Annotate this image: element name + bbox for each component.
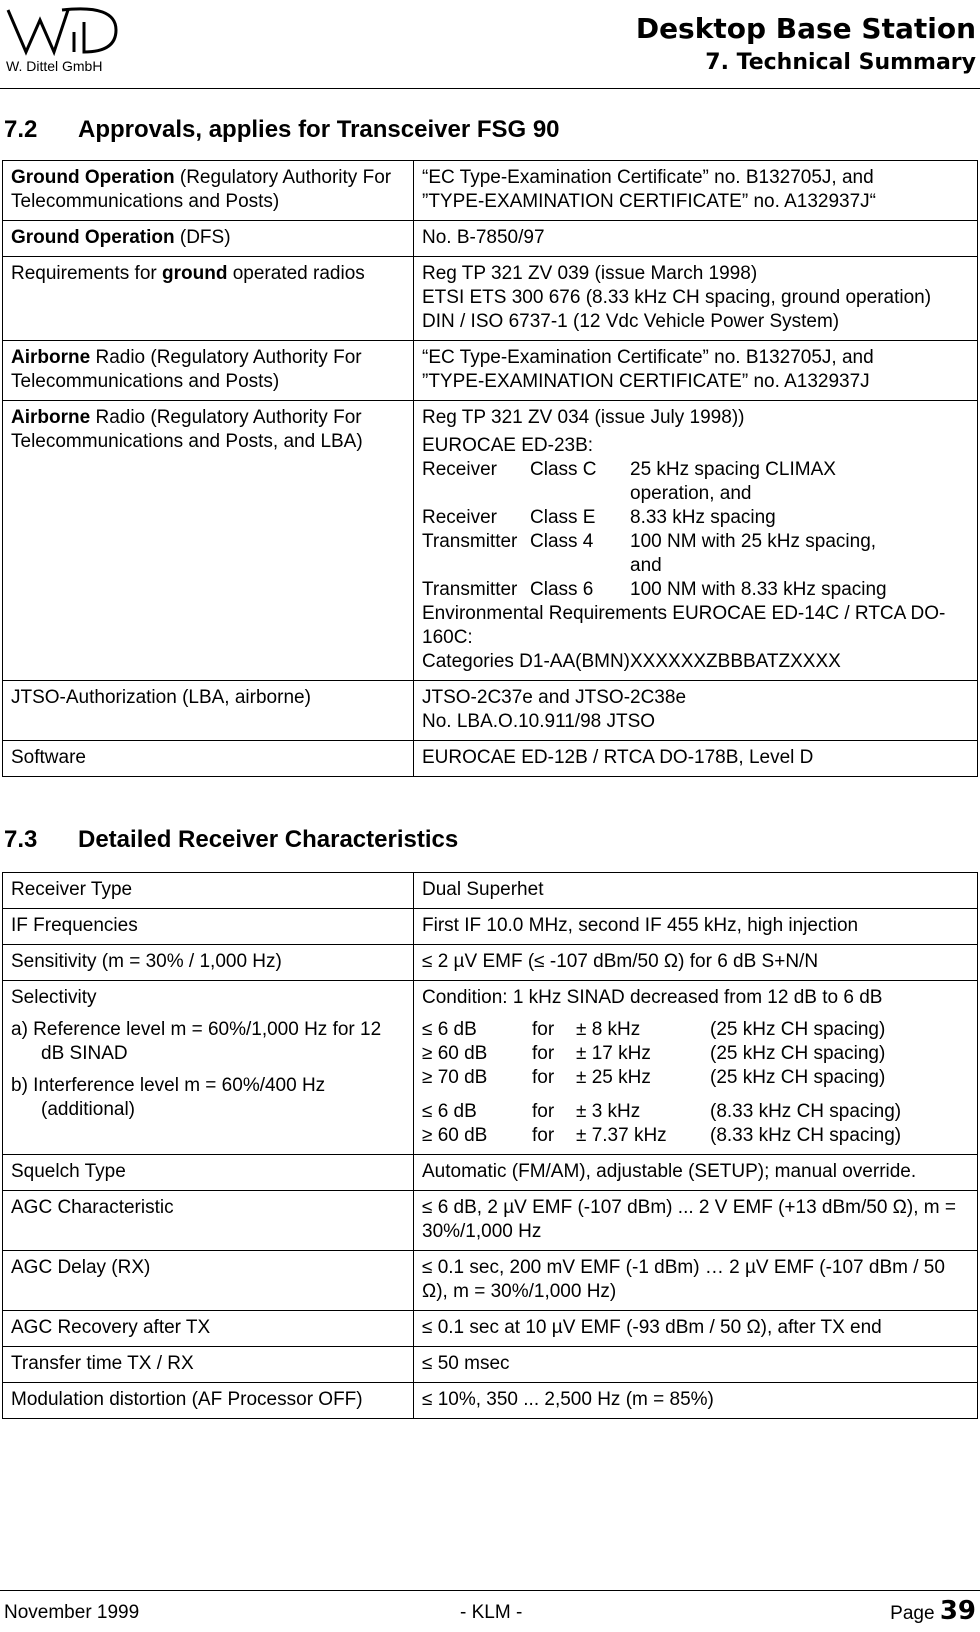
row-label: Sensitivity (m = 30% / 1,000 Hz) <box>3 945 414 981</box>
section-number: 7.3 <box>4 826 38 853</box>
selectivity-values: ≤ 6 dB for ± 8 kHz (25 kHz CH spacing) ≥ 60 dB for ± 17 kHz (25 kHz CH spacing) ≥ 70 dB for ± 25 kHz (25 kHz CH spacing) ≤ 6 dB for ± 3 kHz (8.33 kHz CH spacing) ≥ 60 dB for ± 7.37 kHz (8.33 kHz CH spacing) <box>422 1019 902 1146</box>
table-row-selectivity <box>3 981 978 1155</box>
document-title-block <box>636 10 976 78</box>
table-row <box>3 741 978 777</box>
table-row <box>3 161 978 221</box>
footer-date: November 1999 <box>4 1602 140 1623</box>
section-number: 7.2 <box>4 116 38 143</box>
row-value: Condition: 1 kHz SINAD decreased from 12 dB to 6 dB ≤ 6 dB for ± 8 kHz (25 kHz CH spacing) ≥ 60 dB for ± 17 kHz (25 kHz CH spacing) ≥ 70 dB for ± 25 kHz (25 kHz CH spacing) ≤ 6 dB for ± 3 kHz (8.33 kHz CH spacing) ≥ 60 dB for ± 7.37 kHz (8.33 kHz CH spacing) <box>414 981 978 1155</box>
row-label: Software <box>3 741 414 777</box>
row-label: JTSO-Authorization (LBA, airborne) <box>3 681 414 741</box>
row-value: ≤ 2 µV EMF (≤ -107 dBm/50 Ω) for 6 dB S+N/N <box>414 945 978 981</box>
table-row <box>3 401 978 681</box>
row-value: ≤ 50 msec <box>414 1347 978 1383</box>
row-value: ≤ 6 dB, 2 µV EMF (-107 dBm) ... 2 V EMF (+13 dBm/50 Ω), m = 30%/1,000 Hz <box>414 1191 978 1251</box>
row-label: Selectivity a) Reference level m = 60%/1,000 Hz for 12 dB SINAD b) Interference level m = 60%/400 Hz (additional) <box>3 981 414 1155</box>
table-row <box>3 1311 978 1347</box>
footer-document-code: - KLM - <box>460 1602 523 1623</box>
row-label: AGC Delay (RX) <box>3 1251 414 1311</box>
page-number: 39 <box>939 1596 976 1626</box>
table-row <box>3 681 978 741</box>
row-label: Airborne Radio (Regulatory Authority For Telecommunications and Posts, and LBA) <box>3 401 414 681</box>
row-value: Reg TP 321 ZV 034 (issue July 1998)) EUROCAE ED-23B: Receiver Class C 25 kHz spacing CLIMAX operation, and Receiver Class E 8.33 kHz spacing Transmitter Class 4 100 NM with 25 kHz spacing, and Transmitter Class 6 100 NM with 8.33 kHz spacing Environmental Requirements EUROCAE ED-14C / RTCA DO-160C: Categories D1-AA(BMN)XXXXXXZBBBATZXXXX <box>414 401 978 681</box>
eurocae-class-list: Receiver Class C 25 kHz spacing CLIMAX operation, and Receiver Class E 8.33 kHz spacing Transmitter Class 4 100 NM with 25 kHz spacing, and Transmitter Class 6 100 NM with 8.33 kHz spacing <box>422 459 887 600</box>
row-label: AGC Characteristic <box>3 1191 414 1251</box>
row-value: First IF 10.0 MHz, second IF 455 kHz, high injection <box>414 909 978 945</box>
approvals-table <box>2 160 978 777</box>
row-label: Ground Operation (DFS) <box>3 221 414 257</box>
footer-page <box>890 1596 976 1626</box>
row-label: AGC Recovery after TX <box>3 1311 414 1347</box>
header-divider <box>0 88 980 89</box>
row-value: JTSO-2C37e and JTSO-2C38e No. LBA.O.10.911/98 JTSO <box>414 681 978 741</box>
row-label: Airborne Radio (Regulatory Authority For Telecommunications and Posts) <box>3 341 414 401</box>
row-value: ≤ 0.1 sec at 10 µV EMF (-93 dBm / 50 Ω), after TX end <box>414 1311 978 1347</box>
table-row <box>3 257 978 341</box>
row-label: Requirements for ground operated radios <box>3 257 414 341</box>
page-label: Page <box>890 1603 935 1624</box>
document-subtitle: 7. Technical Summary <box>705 50 976 75</box>
row-label: Squelch Type <box>3 1155 414 1191</box>
section-title-receiver <box>4 826 458 854</box>
footer-divider <box>0 1590 980 1591</box>
row-label: IF Frequencies <box>3 909 414 945</box>
document-title: Desktop Base Station <box>635 12 976 45</box>
row-label: Receiver Type <box>3 873 414 909</box>
receiver-table <box>2 872 978 1419</box>
row-value: Dual Superhet <box>414 873 978 909</box>
table-row <box>3 1191 978 1251</box>
table-row <box>3 873 978 909</box>
row-value: “EC Type-Examination Certificate” no. B132705J, and ”TYPE-EXAMINATION CERTIFICATE” no. A132937J“ <box>414 161 978 221</box>
row-value: “EC Type-Examination Certificate” no. B132705J, and ”TYPE-EXAMINATION CERTIFICATE” no. A132937J <box>414 341 978 401</box>
table-row <box>3 909 978 945</box>
row-value: ≤ 0.1 sec, 200 mV EMF (-1 dBm) … 2 µV EMF (-107 dBm / 50 Ω), m = 30%/1,000 Hz) <box>414 1251 978 1311</box>
table-row <box>3 1155 978 1191</box>
section-heading: Approvals, applies for Transceiver FSG 90 <box>78 116 560 143</box>
table-row <box>3 341 978 401</box>
table-row <box>3 1251 978 1311</box>
table-row <box>3 1347 978 1383</box>
row-value: Automatic (FM/AM), adjustable (SETUP); manual override. <box>414 1155 978 1191</box>
table-row <box>3 221 978 257</box>
section-heading: Detailed Receiver Characteristics <box>78 826 459 853</box>
row-label: Transfer time TX / RX <box>3 1347 414 1383</box>
row-label: Modulation distortion (AF Processor OFF) <box>3 1383 414 1419</box>
row-value: Reg TP 321 ZV 039 (issue March 1998) ETSI ETS 300 676 (8.33 kHz CH spacing, ground operation) DIN / ISO 6737-1 (12 Vdc Vehicle Power System) <box>414 257 978 341</box>
page-header <box>0 0 980 90</box>
row-value: No. B-7850/97 <box>414 221 978 257</box>
table-row <box>3 945 978 981</box>
row-value: EUROCAE ED-12B / RTCA DO-178B, Level D <box>414 741 978 777</box>
section-title-approvals <box>4 116 560 144</box>
row-value: ≤ 10%, 350 ... 2,500 Hz (m = 85%) <box>414 1383 978 1419</box>
table-row <box>3 1383 978 1419</box>
row-label: Ground Operation (Regulatory Authority For Telecommunications and Posts) <box>3 161 414 221</box>
company-name: W. Dittel GmbH <box>6 58 103 74</box>
